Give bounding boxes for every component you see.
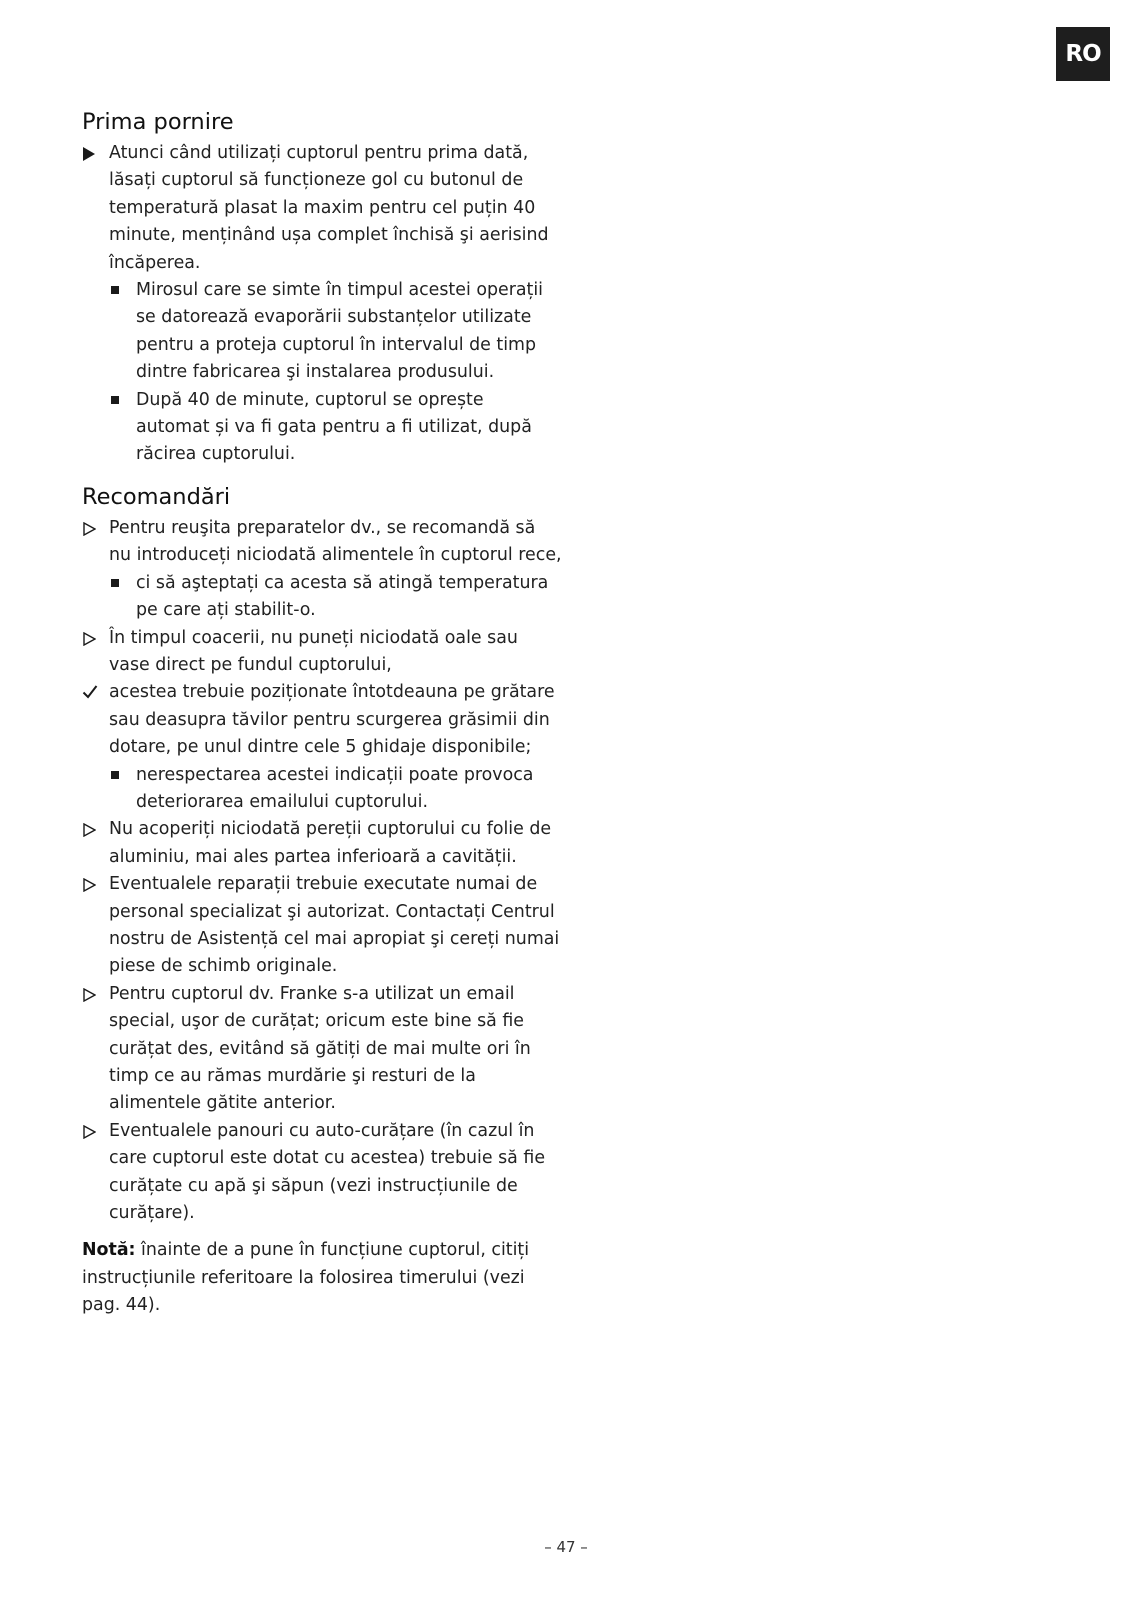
list-item xyxy=(82,387,562,469)
section-heading-recomandari: Recomandări xyxy=(82,483,231,510)
outline-triangle-bullet-icon xyxy=(82,816,109,843)
section-heading-prima-pornire: Prima pornire xyxy=(82,109,234,135)
square-bullet-icon xyxy=(109,570,136,597)
list-item xyxy=(82,625,562,680)
list-item-text: Atunci când utilizați cuptorul pentru prima dată, lăsați cuptorul să funcționeze gol cu butonul de temperatură plasat la maxim pentru cel puțin 40 minute, menținând ușa complet închisă şi aerisind încăperea. xyxy=(109,143,549,273)
list-item xyxy=(82,679,562,761)
outline-triangle-bullet-icon xyxy=(82,515,109,542)
list-item xyxy=(82,515,562,570)
square-bullet-icon xyxy=(109,277,136,304)
filled-triangle-bullet-icon xyxy=(82,140,109,167)
page-number: – 47 – xyxy=(544,1538,588,1556)
list-item-text: Nu acoperiți niciodată pereții cuptorului cu folie de aluminiu, mai ales partea inferioară a cavității. xyxy=(109,819,552,867)
list-item-text: acestea trebuie poziționate întotdeauna pe grătare sau deasupra tăvilor pentru scurgerea grăsimii din dotare, pe unul dintre cele 5 ghidaje disponibile; xyxy=(109,682,555,758)
list-item-text: ci să aşteptați ca acesta să atingă temperatura pe care ați stabilit-o. xyxy=(136,572,549,621)
list-item-text: Eventualele panouri cu auto-curățare (în cazul în care cuptorul este dotat cu acestea) trebuie să fie curățate cu apă şi săpun (vezi instrucțiunile de curățare). xyxy=(109,1120,546,1224)
language-badge: RO xyxy=(1056,27,1110,81)
note-text: înainte de a pune în funcțiune cuptorul, citiți instrucțiunile referitoare la folosirea timerului (vezi pag. 44). xyxy=(82,1240,530,1316)
note-paragraph xyxy=(82,1237,562,1319)
note-label: Notă: xyxy=(82,1240,136,1261)
list-item-text: nerespectarea acestei indicații poate provoca deteriorarea emailului cuptorului. xyxy=(136,764,534,812)
outline-triangle-bullet-icon xyxy=(82,1118,109,1145)
list-item xyxy=(82,816,562,871)
outline-triangle-bullet-icon xyxy=(82,625,109,652)
outline-triangle-bullet-icon xyxy=(82,981,109,1008)
list-item xyxy=(82,140,562,277)
list-item-text: Mirosul care se simte în timpul acestei operații se datorează evaporării substanțelor utilizate pentru a proteja cuptorul în intervalul de timp dintre fabricarea şi instalarea produsului. xyxy=(136,280,543,383)
outline-triangle-bullet-icon xyxy=(82,871,109,898)
list-item-text: Pentru reuşita preparatelor dv., se recomandă să nu introduceți niciodată alimentele în cuptorul rece, xyxy=(109,517,562,566)
list-item xyxy=(82,762,562,817)
square-bullet-icon xyxy=(109,762,136,789)
list-item xyxy=(82,277,562,387)
list-item xyxy=(82,981,562,1118)
main-content xyxy=(82,104,562,1337)
list-item-text: Pentru cuptorul dv. Franke s-a utilizat un email special, uşor de curățat; oricum este bine să fie curățat des, evitând să gătiți de mai multe ori în timp ce au rămas murdărie şi resturi de la alimentele gătite anterior. xyxy=(109,983,531,1114)
list-item-text: După 40 de minute, cuptorul se oprește automat și va fi gata pentru a fi utilizat, după răcirea cuptorului. xyxy=(136,389,532,465)
list-item xyxy=(82,570,562,625)
list-item xyxy=(82,871,562,981)
list-item xyxy=(82,1118,562,1228)
list-item-text: Eventualele reparații trebuie executate numai de personal specializat şi autorizat. Contactați Centrul nostru de Asistență cel mai apropiat şi cereți numai piese de schimb originale. xyxy=(109,874,560,977)
list-item-text: În timpul coacerii, nu puneți niciodată oale sau vase direct pe fundul cuptorului, xyxy=(109,627,518,675)
square-bullet-icon xyxy=(109,387,136,414)
checkmark-icon xyxy=(82,679,109,706)
